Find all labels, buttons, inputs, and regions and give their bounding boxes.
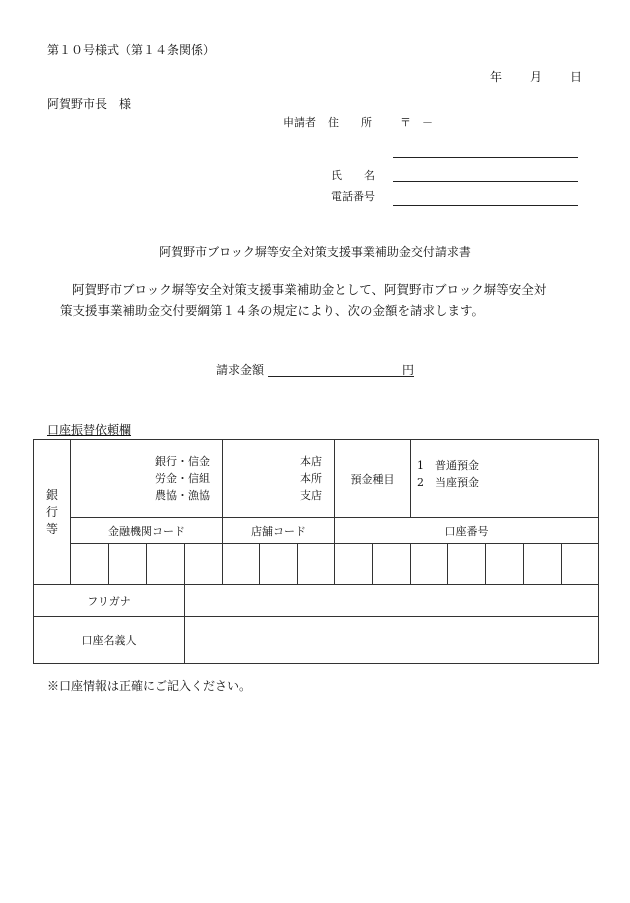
- amount-line: [268, 376, 414, 377]
- address-line: [393, 157, 578, 158]
- account-holder-label: 口座名義人: [34, 617, 185, 664]
- institution-code-label: 金融機関コード: [71, 518, 223, 544]
- date-year: 年: [490, 70, 503, 84]
- bank-side-label: 銀 行 等: [34, 440, 71, 585]
- account-holder-field[interactable]: [185, 617, 599, 664]
- deposit-type-label: 預金種目: [335, 440, 411, 518]
- institution-code-digit[interactable]: [109, 544, 147, 585]
- amount-unit: 円: [402, 363, 415, 377]
- date-month: 月: [530, 70, 543, 84]
- phone-label: 電話番号: [331, 190, 375, 203]
- addressee: 阿賀野市長 様: [47, 97, 132, 111]
- account-number-digit[interactable]: [373, 544, 411, 585]
- bank-account-table: [33, 439, 599, 664]
- account-number-digit[interactable]: [335, 544, 373, 585]
- name-line: [393, 181, 578, 182]
- branch-code-digit[interactable]: [260, 544, 298, 585]
- address-label: 住 所: [328, 116, 372, 129]
- account-number-label: 口座番号: [335, 518, 599, 544]
- account-number-digit[interactable]: [448, 544, 486, 585]
- branch-code-digit[interactable]: [298, 544, 335, 585]
- institution-code-digit[interactable]: [185, 544, 223, 585]
- furigana-label: フリガナ: [34, 585, 185, 617]
- institution-type-cell: 銀行・信金 労金・信組 農協・漁協: [71, 440, 223, 518]
- branch-type-cell: 本店 本所 支店: [223, 440, 335, 518]
- institution-code-digit[interactable]: [147, 544, 185, 585]
- institution-code-digit[interactable]: [71, 544, 109, 585]
- phone-line: [393, 205, 578, 206]
- branch-code-label: 店舗コード: [223, 518, 335, 544]
- amount-label: 請求金額: [216, 363, 265, 377]
- form-number: 第１０号様式（第１４条関係）: [47, 43, 216, 57]
- body-text-line2: 策支援事業補助金交付要綱第１４条の規定により、次の金額を請求します。: [60, 303, 485, 318]
- branch-code-digit[interactable]: [223, 544, 260, 585]
- body-text-line1: 阿賀野市ブロック塀等安全対策支援事業補助金として、阿賀野市ブロック塀等安全対: [72, 282, 547, 297]
- transfer-section-title: 口座振替依頼欄: [47, 423, 132, 437]
- account-number-digit[interactable]: [411, 544, 448, 585]
- date-day: 日: [570, 70, 583, 84]
- applicant-label: 申請者: [283, 116, 316, 129]
- furigana-field[interactable]: [185, 585, 599, 617]
- postal-mark: 〒 －: [400, 116, 433, 129]
- account-number-digit[interactable]: [524, 544, 562, 585]
- note-text: ※口座情報は正確にご記入ください。: [47, 679, 252, 693]
- deposit-type-options: 1 普通預金 2 当座預金: [411, 440, 599, 518]
- document-title: 阿賀野市ブロック塀等安全対策支援事業補助金交付請求書: [159, 245, 471, 259]
- account-number-digit[interactable]: [486, 544, 524, 585]
- name-label: 氏 名: [331, 169, 375, 182]
- account-number-digit[interactable]: [562, 544, 599, 585]
